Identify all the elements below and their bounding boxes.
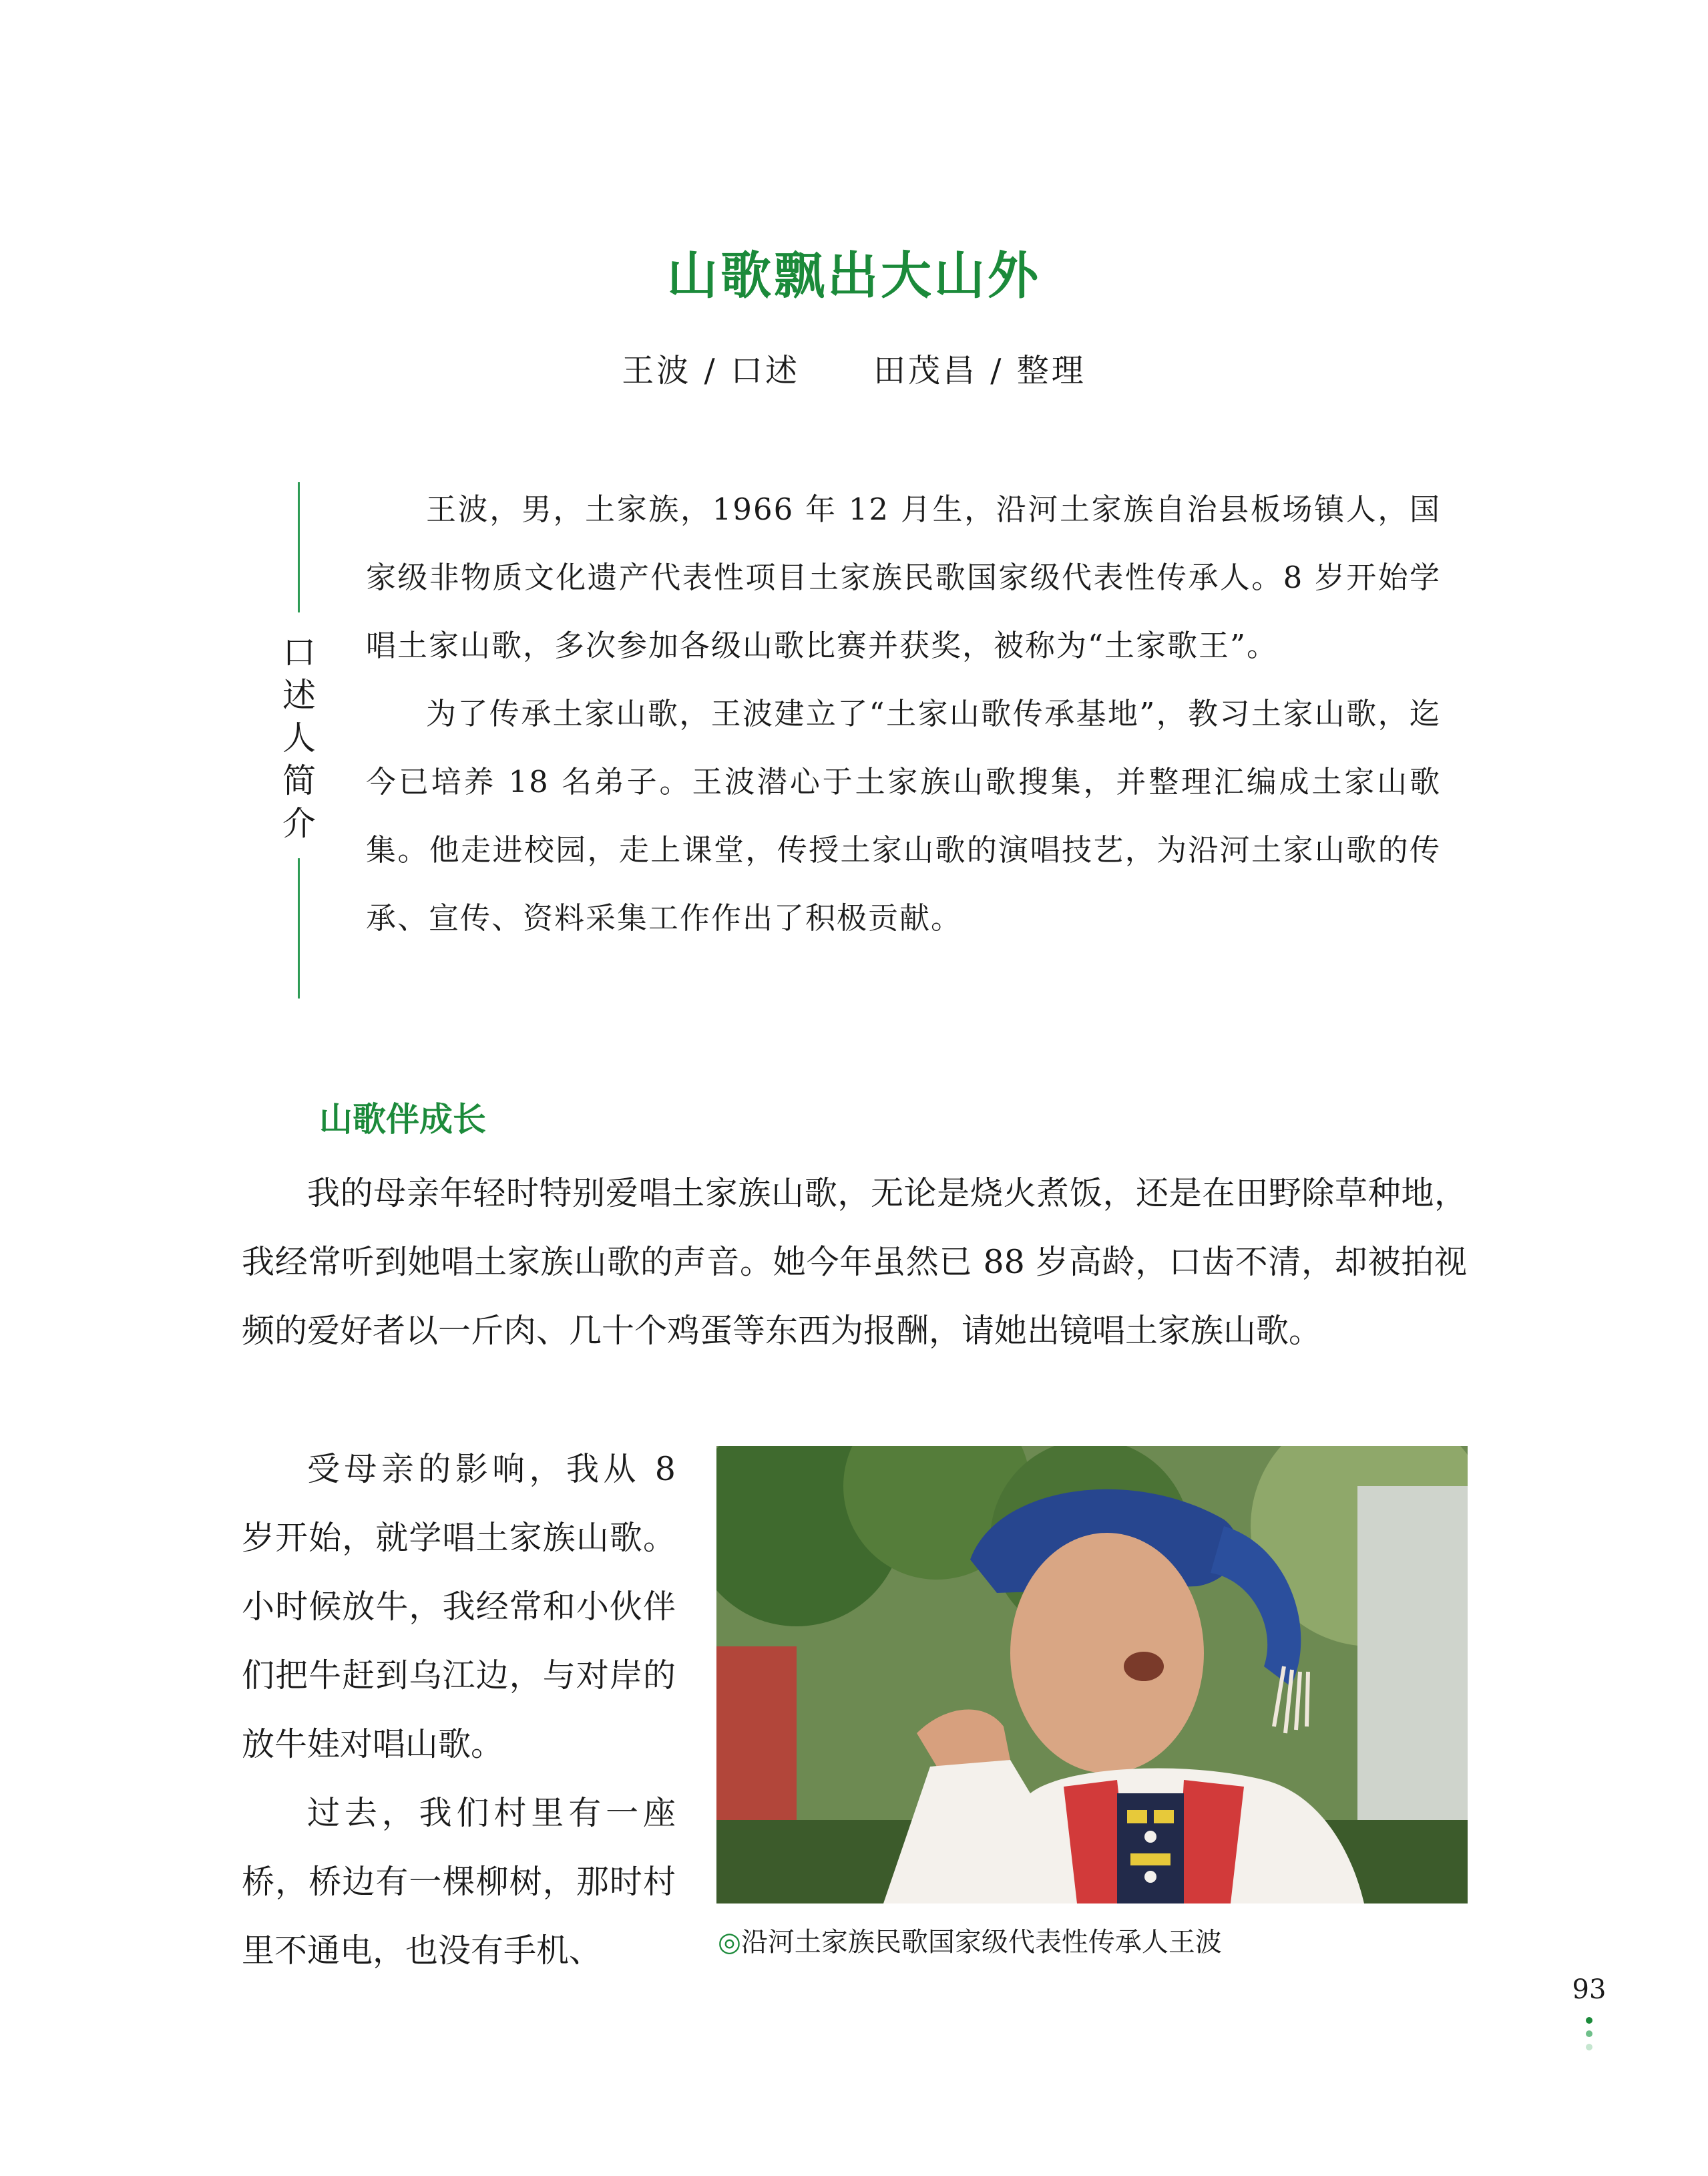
body-text-column: [242, 1435, 676, 1985]
bio-label: 口 述 人 简 介: [282, 633, 316, 843]
body-text: [242, 1159, 1467, 1365]
section-heading: 山歌伴成长: [319, 1100, 486, 1139]
narrator-credit: 王波 / 口述: [622, 352, 800, 389]
byline: [0, 345, 1708, 391]
portrait-photo: [716, 1446, 1468, 1903]
body-paragraph: 受母亲的影响，我从 8 岁开始，就学唱土家族山歌。小时候放牛，我经常和小伙伴们把牛赶到乌江边，与对岸的放牛娃对唱山歌。: [242, 1450, 676, 1763]
body-paragraph: 过去，我们村里有一座桥，桥边有一棵柳树，那时村里不通电，也没有手机、: [242, 1794, 676, 1970]
bio-divider-bottom: [298, 858, 300, 999]
bio-paragraph: 为了传承土家山歌，王波建立了“土家山歌传承基地”，教习土家山歌，迄今已培养 18 名弟子。王波潜心于土家族山歌搜集，并整理汇编成土家山歌集。他走进校园，走上课堂，传授土家山歌的演唱技艺，为沿河土家山歌的传承、宣传、资料采集工作作出了积极贡献。: [366, 696, 1441, 936]
page-number: 93: [1572, 1974, 1607, 2005]
narrator-bio: [366, 476, 1441, 952]
bio-paragraph: 王波，男，土家族，1966 年 12 月生，沿河土家族自治县板场镇人，国家级非物质文化遗产代表性项目土家族民歌国家级代表性传承人。8 岁开始学唱土家山歌，多次参加各级山歌比赛并获奖，被称为“土家歌王”。: [366, 492, 1441, 663]
page-title: 山歌飘出大山外: [667, 246, 1041, 305]
body-paragraph: 我的母亲年轻时特别爱唱土家族山歌，无论是烧火煮饭，还是在田野除草种地，我经常听到她唱土家族山歌的声音。她今年虽然已 88 岁高龄，口齿不清，却被拍视频的爱好者以一斤肉、几十个鸡蛋等东西为报酬，请她出镜唱土家族山歌。: [242, 1174, 1467, 1350]
editor-credit: 田茂昌 / 整理: [873, 352, 1086, 389]
photo-caption: ◎沿河土家族民歌国家级代表性传承人王波: [718, 1927, 1222, 1958]
bio-divider-top: [298, 482, 300, 612]
page-dots-decoration: [1584, 2017, 1594, 2057]
caption-marker-icon: ◎: [718, 1927, 741, 1958]
